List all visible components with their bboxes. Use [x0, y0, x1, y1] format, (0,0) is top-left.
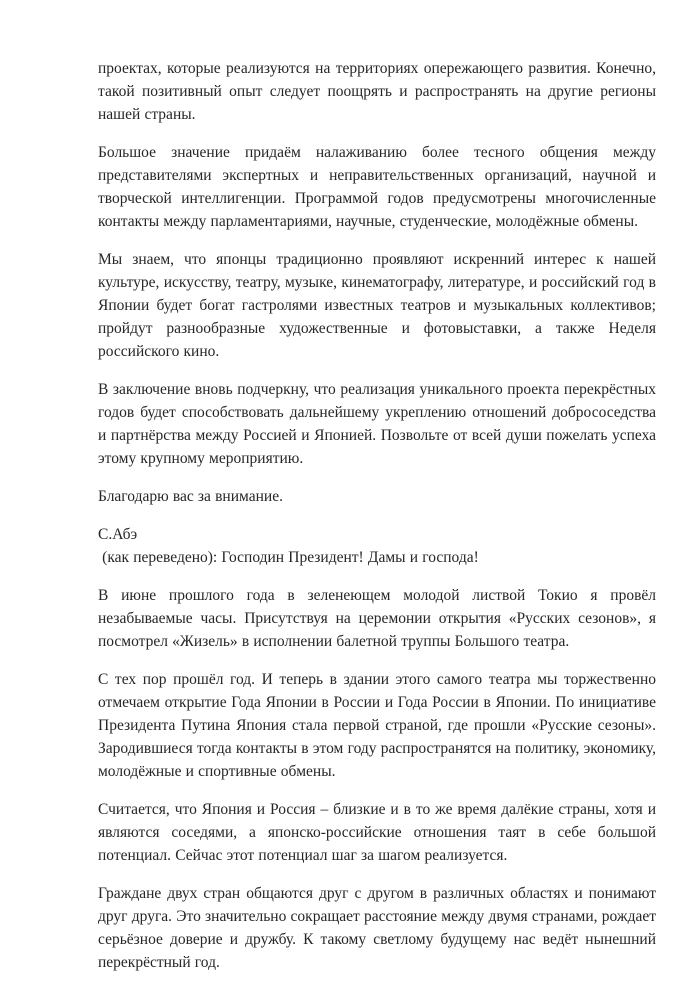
speaker-name: С.Абэ: [98, 526, 138, 543]
paragraph-expert-contacts: Большое значение придаём налаживанию более тесного общения между представителями экспертных и неправительственных организаций, научной и творческой интеллигенции. Программой годов предусмотрены многочисленные контакты между парламентариями, научные, студенческие, молодёжные обмены.: [98, 144, 656, 230]
paragraph-citizens: Граждане двух стран общаются друг с другом в различных областях и понимают друг друга. Это значительно сокращает расстояние между двумя странами, рождает серьёзное доверие и дружбу. К такому светлому будущему нас ведёт нынешний перекрёстный год.: [98, 885, 656, 971]
paragraph-culture-interest: Мы знаем, что японцы традиционно проявляют искренний интерес к нашей культуре, искусству, театру, музыке, кинематографу, литературе, и российский год в Японии будет богат гастролями известных театров и музыкальных коллективов; пройдут разнообразные художественные и фотовыставки, а также Неделя российского кино.: [98, 251, 656, 360]
document-page: [98, 57, 656, 989]
translated-greeting: (как переведено): Господин Президент! Дамы и господа!: [98, 549, 479, 566]
paragraph-year-opening: С тех пор прошёл год. И теперь в здании этого самого театра мы торжественно отмечаем открытие Года Японии в России и Года России в Японии. По инициативе Президента Путина Япония стала первой страной, где прошли «Русские сезоны». Зародившиеся тогда контакты в этом году распространятся на политику, экономику, молодёжные и спортивные обмены.: [98, 671, 656, 780]
paragraph-conclusion: В заключение вновь подчеркну, что реализация уникального проекта перекрёстных годов будет способствовать дальнейшему укреплению отношений добрососедства и партнёрства между Россией и Японией. Позвольте от всей души пожелать успеха этому крупному мероприятию.: [98, 381, 656, 467]
paragraph-tokyo-visit: В июне прошлого года в зеленеющем молодой листвой Токио я провёл незабываемые часы. Присутствуя на церемонии открытия «Русских сезонов», я посмотрел «Жизель» в исполнении балетной труппы Большого театра.: [98, 587, 656, 650]
paragraph-potential: Считается, что Япония и Россия – близкие и в то же время далёкие страны, хотя и являются соседями, а японско-российские отношения таят в себе большой потенциал. Сейчас этот потенциал шаг за шагом реализуется.: [98, 801, 656, 864]
closing-thanks: Благодарю вас за внимание.: [98, 488, 283, 505]
paragraph-tor-regions: проектах, которые реализуются на территориях опережающего развития. Конечно, такой позитивный опыт следует поощрять и распространять на другие регионы нашей страны.: [98, 60, 656, 123]
